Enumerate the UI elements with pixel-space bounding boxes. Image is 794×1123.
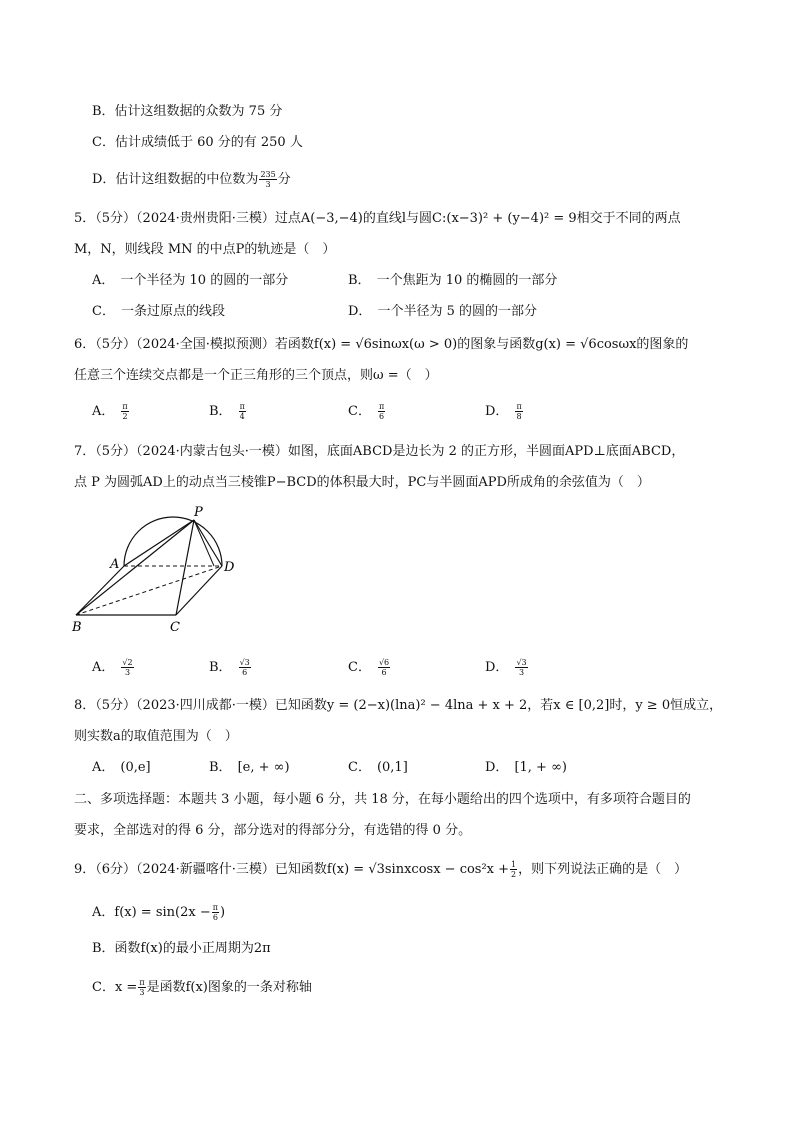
- q9-option-c[interactable]: [92, 978, 312, 997]
- q9-stem-tail: ，则下列说法正确的是（ ）: [518, 862, 688, 877]
- q9-option-c-tail: 是函数f(x)图象的一条对称轴: [146, 980, 312, 995]
- q6-stem-line2: 任意三个连续交点都是一个正三角形的三个顶点，则ω =（ ）: [74, 368, 438, 383]
- option-fraction: [378, 402, 385, 421]
- fraction-denominator: 6: [381, 668, 387, 677]
- q4-option-b: B．估计这组数据的众数为 75 分: [92, 104, 283, 119]
- option-label: D．: [485, 660, 509, 675]
- point-label-P: P: [194, 505, 203, 520]
- fraction-numerator: π: [239, 402, 245, 411]
- q9-option-a[interactable]: [92, 903, 225, 922]
- q8-options: [92, 759, 752, 779]
- q7-option-a[interactable]: [92, 658, 135, 677]
- q4-option-c: C．估计成绩低于 60 分的有 250 人: [92, 135, 303, 150]
- q5-stem-line1: 5．（5分）（2024·贵州贵阳·三模）过点A(−3,−4)的直线l与圆C:(x−3)² + (y−4)² = 9相交于不同的两点: [74, 211, 681, 226]
- q7-option-d[interactable]: [485, 658, 529, 677]
- edge-PD: [194, 520, 222, 566]
- edge-AB: [76, 566, 124, 615]
- option-text: 一个焦距为 10 的椭圆的一部分: [376, 273, 558, 288]
- q7-option-c[interactable]: [348, 658, 391, 677]
- option-text: 一个半径为 5 的圆的一部分: [377, 304, 537, 319]
- option-label: B．: [348, 273, 371, 288]
- fraction-numerator: √3: [239, 658, 250, 667]
- option-label: D．: [485, 404, 509, 419]
- q7-stem-line2: 点 P 为圆弧AD上的动点当三棱锥P−BCD的体积最大时，PC与半圆面APD所成角的余弦值为（ ）: [74, 475, 650, 490]
- option-label: D．: [348, 304, 372, 319]
- point-label-A: A: [110, 557, 120, 572]
- q9-option-a-tail: ): [220, 905, 226, 920]
- option-text: [e, + ∞): [237, 760, 290, 775]
- option-label: A．: [92, 273, 115, 288]
- fraction-numerator: π: [378, 402, 385, 411]
- fraction-numerator: 235: [260, 170, 276, 179]
- q5-options-row1: [92, 272, 752, 292]
- option-label: B．: [209, 404, 232, 419]
- option-label: C．: [348, 404, 371, 419]
- option-label: D．: [485, 760, 509, 775]
- q7-options: [92, 658, 752, 678]
- q6-option-b[interactable]: [209, 402, 247, 421]
- option-text: 一条过原点的线段: [120, 304, 225, 319]
- q7-option-b[interactable]: [209, 658, 252, 677]
- q8-option-c[interactable]: [348, 759, 408, 777]
- option-label: A．: [92, 760, 115, 775]
- point-label-C: C: [170, 620, 180, 635]
- fraction-denominator: 3: [124, 668, 131, 677]
- q6-option-d[interactable]: [485, 402, 524, 421]
- fraction-numerator: π: [139, 978, 145, 987]
- option-label: A．: [92, 660, 115, 675]
- option-fraction: [515, 658, 527, 677]
- q9-option-c-fraction: [138, 978, 145, 997]
- fraction-denominator: 2: [122, 412, 128, 421]
- q7-geometry-figure: [64, 500, 244, 640]
- fraction-numerator: √2: [122, 658, 133, 667]
- q9-option-a-fraction: [212, 903, 219, 922]
- q4-option-d-fraction: [259, 170, 276, 189]
- q6-option-a[interactable]: [92, 402, 130, 421]
- option-fraction: [239, 402, 246, 421]
- fraction-denominator: 8: [516, 412, 522, 421]
- option-label: A．: [92, 404, 115, 419]
- q9-stem-text: 9．（6分）（2024·新疆喀什·三模）已知函数f(x) = √3sinxcosx − cos²x +: [74, 862, 510, 877]
- fraction-denominator: 6: [212, 913, 218, 922]
- q8-stem-line1: 8．（5分）（2023·四川成都·一模）已知函数y = (2−x)(lna)² − 4lna + x + 2，若x ∈ [0,2]时，y ≥ 0恒成立，: [74, 698, 723, 713]
- fraction-numerator: π: [212, 903, 218, 912]
- option-text: (0,e]: [120, 760, 151, 775]
- q9-stem: [74, 860, 687, 879]
- fraction-denominator: 4: [239, 412, 245, 421]
- edge-PD-inner: [194, 520, 214, 566]
- q5-option-d[interactable]: [348, 303, 537, 321]
- fraction-denominator: 3: [518, 668, 525, 677]
- q9-option-a-text: A．f(x) = sin(2x −: [92, 905, 211, 920]
- q8-option-b[interactable]: [209, 759, 290, 777]
- option-label: C．: [348, 760, 371, 775]
- edge-BD-dashed: [76, 566, 222, 615]
- q6-option-c[interactable]: [348, 402, 386, 421]
- fraction-denominator: 3: [265, 180, 271, 189]
- fraction-denominator: 2: [511, 870, 517, 879]
- q5-options-row2: [92, 303, 752, 323]
- q9-option-c-text: C．x =: [92, 980, 138, 995]
- fraction-numerator: 1: [511, 860, 517, 869]
- q4-option-d: [92, 170, 291, 189]
- q5-option-a[interactable]: [92, 272, 288, 290]
- option-text: [1, + ∞): [514, 760, 567, 775]
- option-label: C．: [92, 304, 115, 319]
- point-label-B: B: [72, 620, 82, 635]
- q5-stem-line2: M，N，则线段 MN 的中点P的轨迹是（ ）: [74, 242, 336, 257]
- option-label: C．: [348, 660, 371, 675]
- q7-stem-line1: 7．（5分）（2024·内蒙古包头·一模）如图，底面ABCD是边长为 2 的正方形，半圆面APD⊥底面ABCD，: [74, 444, 685, 459]
- q4-option-d-text: D．估计这组数据的中位数为: [92, 172, 259, 187]
- q8-option-d[interactable]: [485, 759, 567, 777]
- fraction-numerator: √3: [516, 658, 527, 667]
- q9-option-b[interactable]: B．函数f(x)的最小正周期为2π: [92, 941, 271, 956]
- point-label-D: D: [224, 560, 235, 575]
- q9-stem-fraction: [510, 860, 517, 879]
- option-fraction: [121, 658, 133, 677]
- fraction-denominator: 6: [242, 668, 248, 677]
- option-text: 一个半径为 10 的圆的一部分: [120, 273, 289, 288]
- q6-stem-line1: 6．（5分）（2024·全国·模拟预测）若函数f(x) = √6sinωx(ω > 0)的图象与函数g(x) = √6cosωx的图象的: [74, 337, 689, 352]
- q5-option-b[interactable]: [348, 272, 557, 290]
- option-label: B．: [209, 760, 232, 775]
- option-fraction: [378, 658, 390, 677]
- q6-options: [92, 402, 752, 422]
- option-fraction: [239, 658, 251, 677]
- section2-heading-line2: 要求，全部选对的得 6 分，部分选对的得部分分，有选错的得 0 分。: [74, 823, 472, 838]
- fraction-denominator: 3: [139, 988, 145, 997]
- option-text: (0,1]: [376, 760, 408, 775]
- fraction-denominator: 6: [379, 412, 385, 421]
- fraction-numerator: π: [516, 402, 522, 411]
- section2-heading-line1: 二、多项选择题：本题共 3 小题，每小题 6 分，共 18 分，在每小题给出的四个选项中，有多项符合题目的: [74, 792, 691, 807]
- edge-PC: [176, 520, 194, 615]
- option-label: B．: [209, 660, 232, 675]
- option-fraction: [515, 402, 522, 421]
- fraction-numerator: √6: [378, 658, 390, 667]
- q8-stem-line2: 则实数a的取值范围为（ ）: [74, 729, 238, 744]
- q5-option-c[interactable]: [92, 303, 225, 321]
- q4-option-d-unit: 分: [277, 172, 291, 187]
- option-fraction: [121, 402, 128, 421]
- fraction-numerator: π: [122, 402, 128, 411]
- edge-PA: [124, 520, 194, 566]
- q8-option-a[interactable]: [92, 759, 151, 777]
